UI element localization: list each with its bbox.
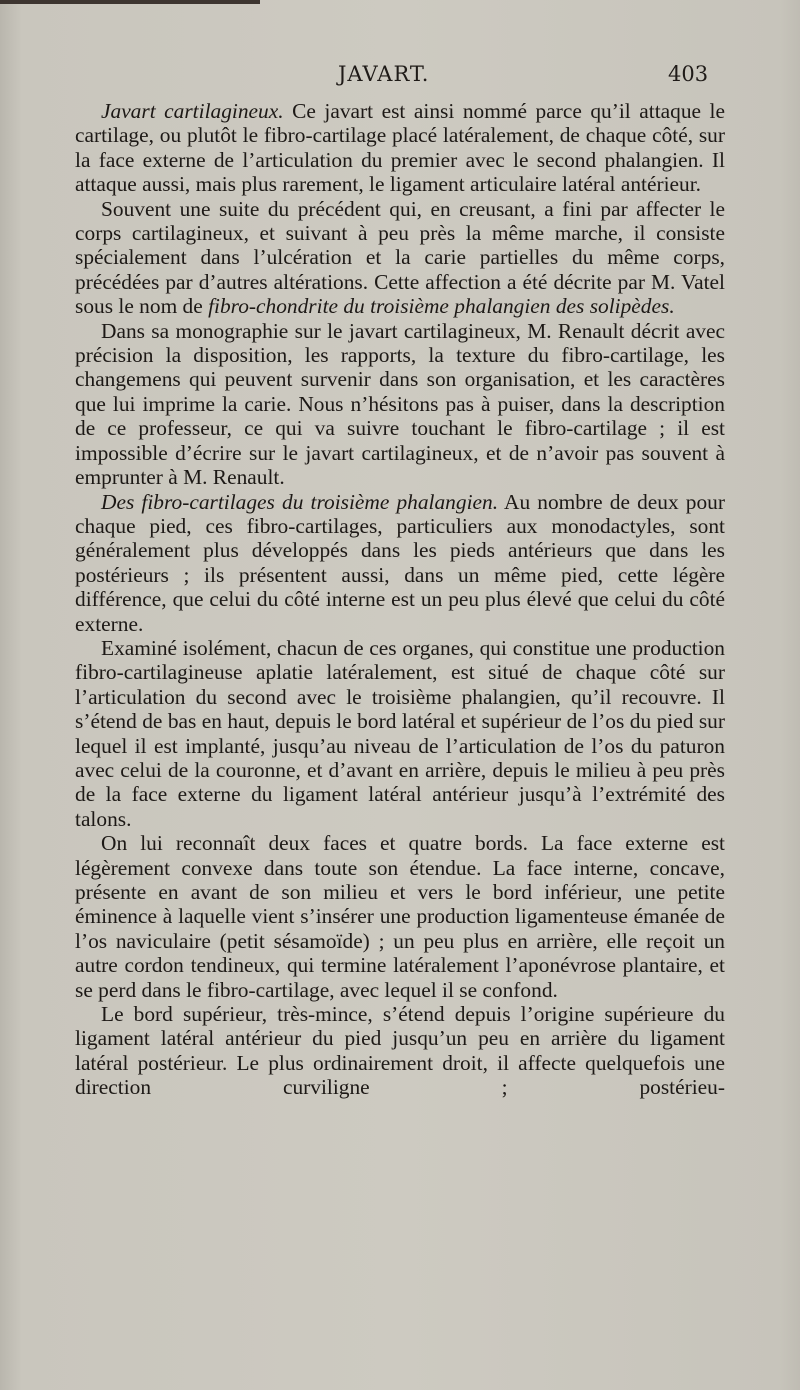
paragraph-text: On lui reconnaît deux faces et quatre bords. La face externe est légèrement convexe dans toute son étendue. La face interne, concave, présente en avant de son milieu et vers le bord inférieur, une petite éminence à laquelle vient s’insérer une production ligamenteuse émanée de l’os naviculaire (petit sésamoïde) ; un peu plus en arrière, elle reçoit un autre cordon tendineux, qui termine latéralement l’aponévrose plantaire, et se perd dans le fibro-cartilage, avec lequel il se confond.: [75, 831, 725, 1002]
page-number: 403: [668, 62, 709, 86]
paragraph-faces-bords: [75, 831, 725, 1002]
body-text: [75, 99, 725, 1100]
running-head: JAVART.: [338, 62, 430, 86]
italic-heading: Javart cartilagineux.: [101, 99, 284, 123]
paragraph-text: Au nombre de deux pour chaque pied, ces fibro-cartilages, particuliers aux monodactyles, sont généralement plus développés dans les pieds antérieurs que dans les postérieurs ; ils présentent aussi, dans un même pied, cette légère différence, que celui du côté interne est un peu plus élevé que celui du côté externe.: [75, 489, 725, 636]
paragraph-souvent: [75, 197, 725, 319]
paragraph-bord-superieur: [75, 1002, 725, 1100]
paragraph-text: Dans sa monographie sur le javart cartilagineux, M. Renault décrit avec précision la disposition, les rapports, la texture du fibro-cartilage, les changemens qui peuvent survenir dans son organisation, et les caractères que lui imprime la carie. Nous n’hésitons pas à puiser, dans la description de ce professeur, ce qui va suivre touchant le fibro-cartilage ; il est impossible d’écrire sur le javart cartilagineux, et de n’avoir pas souvent à emprunter à M. Renault.: [75, 318, 725, 490]
paragraph-text: Le bord supérieur, très-mince, s’étend depuis l’origine supérieure du ligament latéral antérieur du pied jusqu’un peu en arrière du ligament latéral postérieur. Le plus ordinairement droit, il affecte quelquefois une direction curviligne ; postérieu-: [75, 1002, 725, 1100]
paragraph-text: Souvent une suite du précédent qui, en creusant, a fini par affecter le corps cartilagineux, et suivant à peu près la même marche, il consiste spécialement dans l’ulcération et la carie partielles du même corps, précédées par d’autres altérations. Cette affection a été décrite par M. Vatel sous le nom de: [75, 196, 725, 319]
paragraph-monographie: [75, 319, 725, 490]
italic-heading: Des fibro-cartilages du troisième phalangien.: [101, 489, 499, 514]
italic-term: fibro-chondrite du troisième phalangien des solipèdes.: [208, 294, 675, 319]
paragraph-javart-cartilagineux: [75, 99, 725, 197]
paragraph-examine: [75, 636, 725, 831]
page-header: [0, 60, 800, 96]
paragraph-text: Ce javart est ainsi nommé parce qu’il attaque le cartilage, ou plutôt le fibro-cartilage placé latéralement, de chaque côté, sur la face externe de l’articulation du premier avec le second phalangien. Il attaque aussi, mais plus rarement, le ligament articulaire latéral antérieur.: [75, 99, 725, 197]
paragraph-fibro-cartilages: [75, 490, 725, 636]
paragraph-text: Examiné isolément, chacun de ces organes, qui constitue une production fibro-cartilagineuse aplatie latéralement, est situé de chaque côté sur l’articulation du second avec le troisième phalangien, qu’il recouvre. Il s’étend de bas en haut, depuis le bord latéral et supérieur de l’os du pied sur lequel il est implanté, jusqu’au niveau de l’articulation de l’os du paturon avec celui de la couronne, et d’avant en arrière, depuis le milieu à peu près de la face externe du ligament latéral antérieur jusqu’à l’extrémité des talons.: [75, 635, 725, 831]
page-top-edge: [0, 0, 260, 4]
